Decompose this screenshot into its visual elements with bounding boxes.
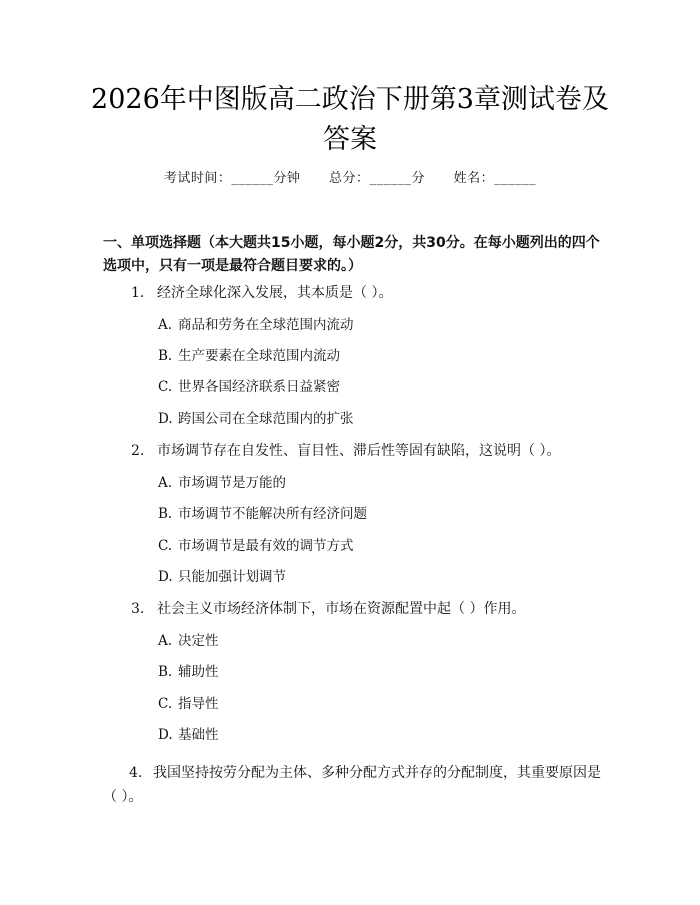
question-1-option-d — [158, 409, 354, 429]
option-text: 商品和劳务在全球范围内流动 — [178, 317, 354, 333]
question-4 — [103, 761, 608, 809]
question-3-option-a — [158, 631, 219, 651]
exam-time: 考试时间：______分钟 — [163, 171, 301, 186]
option-letter: C. — [158, 538, 173, 554]
question-3-option-c — [158, 694, 219, 714]
question-1-option-b — [158, 346, 340, 366]
option-letter: C. — [158, 696, 173, 712]
option-text: 只能加强计划调节 — [178, 569, 286, 585]
question-number: 2. — [131, 443, 145, 459]
option-letter: B. — [158, 348, 173, 364]
question-2-option-d — [158, 567, 286, 587]
question-number: 3. — [131, 601, 145, 617]
page-title: 2026年中图版高二政治下册第3章测试卷及答案 — [91, 84, 609, 155]
question-text: 市场调节存在自发性、盲目性、滞后性等固有缺陷，这说明（ ）。 — [157, 443, 561, 459]
option-letter: A. — [158, 317, 173, 333]
option-text: 世界各国经济联系日益紧密 — [178, 379, 340, 395]
option-letter: B. — [158, 664, 173, 680]
option-letter: D. — [158, 727, 173, 743]
option-text: 市场调节是万能的 — [178, 475, 286, 491]
exam-name-field: 姓名：______ — [453, 171, 537, 186]
exam-meta — [0, 170, 700, 188]
option-text: 指导性 — [178, 696, 219, 712]
question-number: 1. — [131, 285, 145, 301]
option-letter: D. — [158, 411, 173, 427]
question-text: 社会主义市场经济体制下，市场在资源配置中起（ ）作用。 — [157, 601, 526, 617]
option-text: 市场调节是最有效的调节方式 — [178, 538, 354, 554]
question-number: 4. — [129, 765, 143, 781]
option-text: 基础性 — [178, 727, 219, 743]
question-3-option-b — [158, 662, 219, 682]
question-1 — [131, 283, 392, 303]
option-text: 跨国公司在全球范围内的扩张 — [178, 411, 354, 427]
option-text: 决定性 — [178, 633, 219, 649]
option-text: 辅助性 — [178, 664, 219, 680]
option-text: 市场调节不能解决所有经济问题 — [178, 506, 367, 522]
section-heading: 一、单项选择题（本大题共15小题，每小题2分，共30分。在每小题列出的四个选项中，只有一项是最符合题目要求的。） — [103, 235, 600, 274]
question-2-option-c — [158, 536, 354, 556]
option-letter: B. — [158, 506, 173, 522]
option-letter: D. — [158, 569, 173, 585]
question-text: 我国坚持按劳分配为主体、多种分配方式并存的分配制度，其重要原因是（ ）。 — [103, 765, 601, 805]
question-1-option-a — [158, 315, 354, 335]
question-3-option-d — [158, 725, 219, 745]
question-2-option-a — [158, 473, 286, 493]
option-letter: A. — [158, 633, 173, 649]
question-2-option-b — [158, 504, 367, 524]
question-2 — [131, 441, 560, 461]
question-1-option-c — [158, 377, 340, 397]
question-3 — [131, 599, 525, 619]
option-letter: A. — [158, 475, 173, 491]
option-letter: C. — [158, 379, 173, 395]
exam-total-score: 总分：______分 — [328, 171, 425, 186]
option-text: 生产要素在全球范围内流动 — [178, 348, 340, 364]
question-text: 经济全球化深入发展，其本质是（ ）。 — [157, 285, 393, 301]
